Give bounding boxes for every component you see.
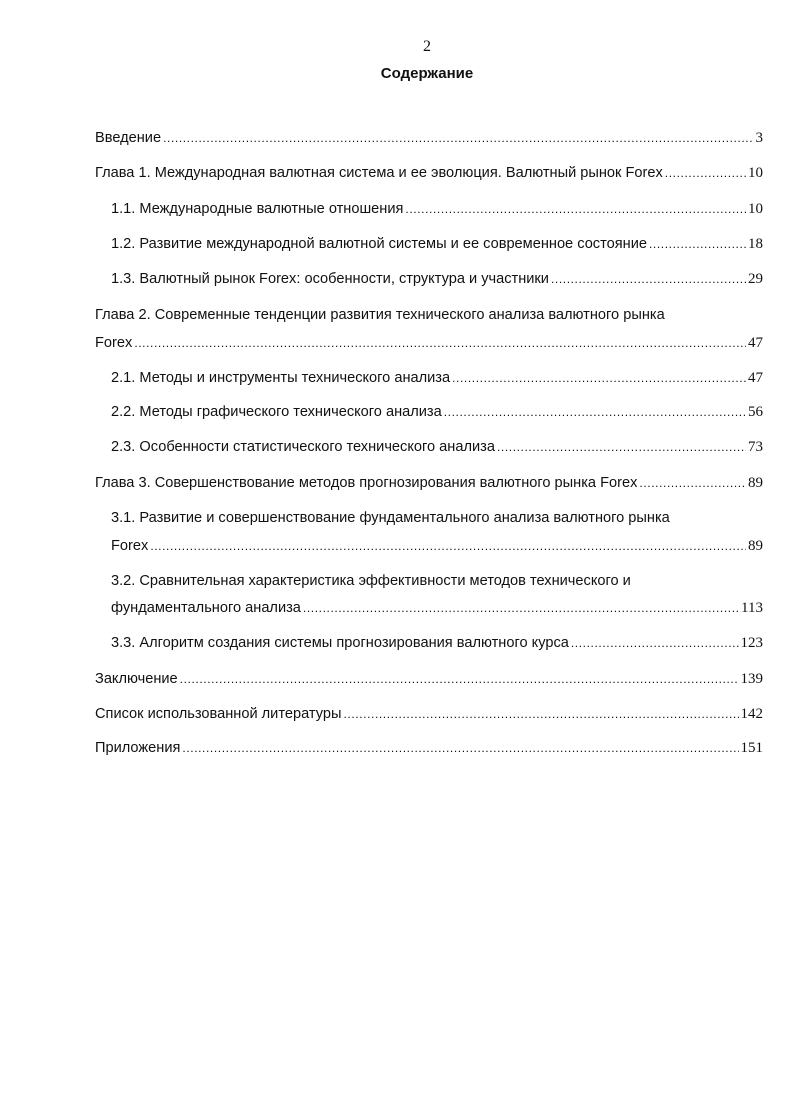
toc-entry [111, 510, 763, 530]
toc-entry [111, 370, 763, 390]
dot-leader [551, 272, 746, 286]
dot-leader [497, 440, 746, 454]
toc-entry-page: 29 [748, 271, 763, 287]
dot-leader [303, 601, 739, 615]
toc-entry-page: 89 [748, 538, 763, 554]
toc-entry-title: Глава 3. Совершенствование методов прогнозирования валютного рынка Forex [95, 475, 638, 491]
dot-leader [180, 672, 739, 686]
dot-leader [571, 636, 739, 650]
toc-entry-title: Forex [111, 538, 149, 554]
toc-entry-title: 1.2. Развитие международной валютной системы и ее современное состояние [111, 236, 647, 252]
dot-leader [444, 405, 746, 419]
dot-leader [452, 371, 746, 385]
toc-entry [95, 671, 763, 691]
toc-entry [95, 335, 763, 355]
toc-entry [111, 271, 763, 291]
dot-leader [163, 131, 753, 145]
toc-entry [95, 475, 763, 495]
toc-entry-title: Глава 1. Международная валютная система и ее эволюция. Валютный рынок Forex [95, 165, 663, 181]
toc-entry-page: 151 [740, 740, 763, 756]
toc-entry [111, 635, 763, 655]
dot-leader [405, 202, 746, 216]
toc-entry-title: Forex [95, 335, 133, 351]
page-number: 2 [423, 38, 431, 55]
toc-entry-title: Заключение [95, 671, 178, 687]
toc-entry-title: 2.3. Особенности статистического технического анализа [111, 439, 495, 455]
toc-entry-title: 3.1. Развитие и совершенствование фундаментального анализа валютного рынка [111, 510, 670, 526]
toc-entry-title: Глава 2. Современные тенденции развития технического анализа валютного рынка [95, 307, 665, 323]
toc-entry [111, 538, 763, 558]
toc-entry-page: 47 [748, 335, 763, 351]
toc-entry-page: 10 [748, 165, 763, 181]
toc-entry-title: 1.3. Валютный рынок Forex: особенности, структура и участники [111, 271, 549, 287]
toc-entry [95, 165, 763, 185]
toc-entry-page: 47 [748, 370, 763, 386]
dot-leader [150, 539, 746, 553]
dot-leader [649, 237, 746, 251]
toc-entry-title: 2.1. Методы и инструменты технического анализа [111, 370, 451, 386]
toc-entry-title: 2.2. Методы графического технического анализа [111, 404, 442, 420]
toc-entry-page: 56 [748, 404, 763, 420]
toc-entry [111, 404, 763, 424]
toc-entry [111, 439, 763, 459]
toc-entry-title: Приложения [95, 740, 181, 756]
toc-entry-title: 3.2. Сравнительная характеристика эффективности методов технического и [111, 573, 631, 589]
toc-entry-page: 10 [748, 201, 763, 217]
toc-entry-page: 139 [740, 671, 763, 687]
toc-entry [111, 236, 763, 256]
toc-entry-page: 73 [748, 439, 763, 455]
toc-entry-title: Введение [95, 130, 162, 146]
toc-entry-page: 89 [748, 475, 763, 491]
toc-entry [111, 600, 763, 620]
toc-entry-page: 142 [740, 706, 763, 722]
toc-title: Содержание [380, 65, 474, 82]
toc-entry-page: 113 [741, 600, 763, 616]
toc-entry-title: Список использованной литературы [95, 706, 342, 722]
toc-entry [111, 201, 763, 221]
dot-leader [134, 336, 746, 350]
dot-leader [343, 707, 738, 721]
toc-entry [95, 307, 763, 327]
toc-entry [95, 706, 763, 726]
toc-entry [95, 130, 763, 150]
dot-leader [665, 166, 746, 180]
toc-entry-title: 1.1. Международные валютные отношения [111, 201, 404, 217]
toc-entry [95, 740, 763, 760]
toc-entry-page: 123 [740, 635, 763, 651]
toc-entry-title: фундаментального анализа [111, 600, 301, 616]
dot-leader [182, 741, 738, 755]
dot-leader [639, 476, 746, 490]
toc-entry-page: 18 [748, 236, 763, 252]
toc-entry-title: 3.3. Алгоритм создания системы прогнозирования валютного курса [111, 635, 569, 651]
toc-entry-page: 3 [755, 130, 763, 146]
toc-entry [111, 573, 763, 593]
